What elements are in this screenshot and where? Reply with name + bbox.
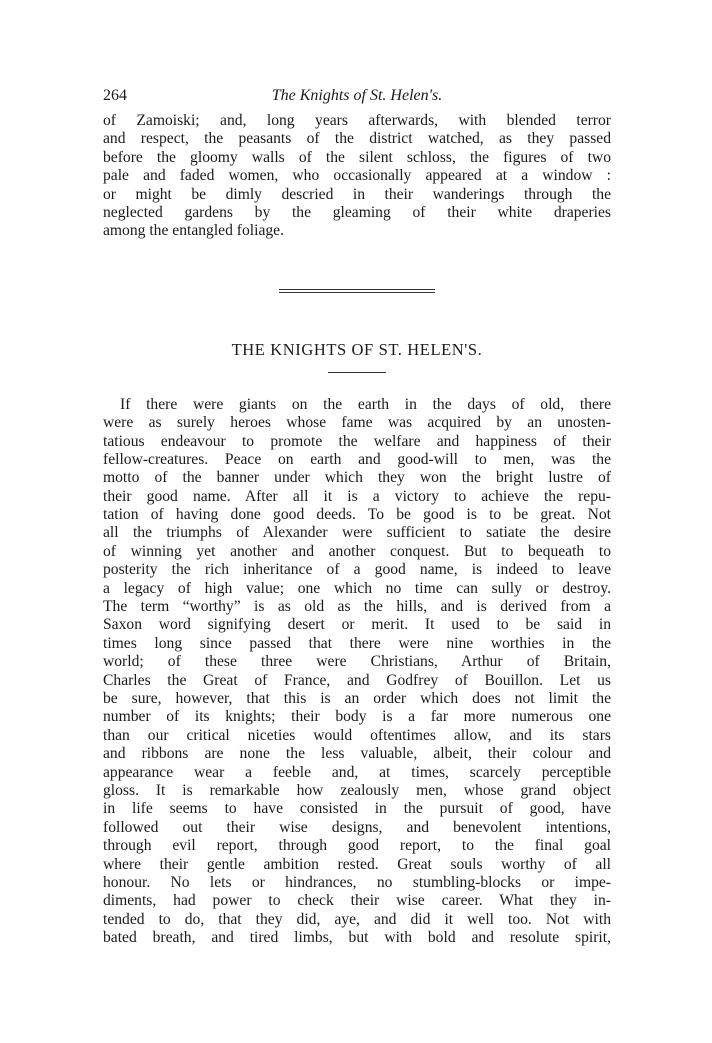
text-line: of Zamoiski; and, long years afterwards, with blended terror [103, 112, 611, 129]
text-line: gloss. It is remarkable how zealously men, whose grand object [103, 781, 611, 799]
text-line: be sure, however, that this is an order which does not limit the [103, 689, 611, 707]
text-line: motto of the banner under which they won the bright lustre of [103, 469, 611, 487]
text-line: Saxon word signifying desert or merit. It used to be said in [103, 616, 611, 634]
text-line: a legacy of high value; one which no time can sully or destroy. [103, 579, 611, 597]
text-line: world; of these three were Christians, Arthur of Britain, [103, 653, 611, 671]
text-line: or might be dimly descried in their wanderings through the [103, 185, 611, 203]
text-line: through evil report, through good report, to the final goal [103, 837, 611, 855]
text-line: and ribbons are none the less valuable, albeit, their colour and [103, 745, 611, 763]
text-line: tatious endeavour to promote the welfare and happiness of their [103, 432, 611, 450]
text-line: neglected gardens by the gleaming of their white draperies [103, 203, 611, 221]
text-line: and respect, the peasants of the district watched, as they passed [103, 130, 611, 148]
body-paragraph [103, 396, 611, 948]
text-line: before the gloomy walls of the silent schloss, the figures of two [103, 148, 611, 166]
text-line: number of its knights; their body is a far more numerous one [103, 708, 611, 726]
book-page [103, 84, 611, 947]
text-line: all the triumphs of Alexander were sufficient to satiate the desire [103, 524, 611, 542]
title-underline-rule [328, 372, 386, 373]
text-line: Charles the Great of France, and Godfrey of Bouillon. Let us [103, 671, 611, 689]
section-title: THE KNIGHTS OF ST. HELEN'S. [231, 339, 483, 359]
text-line: appearance wear a feeble and, at times, scarcely perceptible [103, 763, 611, 781]
text-line: in life seems to have consisted in the pursuit of good, have [103, 800, 611, 818]
section-divider-rule [279, 289, 435, 293]
running-title: The Knights of St. Helen's. [271, 87, 443, 104]
text-line: pale and faded women, who occasionally appeared at a window : [103, 167, 611, 185]
text-line: followed out their wise designs, and benevolent intentions, [103, 818, 611, 836]
text-line: If there were giants on the earth in the days of old, there [120, 395, 611, 413]
text-line: where their gentle ambition rested. Great souls worthy of all [103, 855, 611, 873]
text-line: tation of having done good deeds. To be good is to be great. Not [103, 506, 611, 524]
text-line: of winning yet another and another conquest. But to bequeath to [103, 542, 611, 560]
text-line: posterity the rich inheritance of a good name, is indeed to leave [103, 561, 611, 579]
text-line: tended to do, that they did, aye, and did it well too. Not with [103, 910, 611, 928]
text-line: fellow-creatures. Peace on earth and good-will to men, was the [103, 450, 611, 468]
running-head [103, 84, 611, 108]
page-number: 264 [103, 87, 127, 104]
text-line: bated breath, and tired limbs, but with bold and resolute spirit, [103, 929, 611, 947]
text-line: their good name. After all it is a victory to achieve the repu- [103, 487, 611, 505]
text-line: honour. No lets or hindrances, no stumbling-blocks or impe- [103, 873, 611, 891]
text-line: diments, had power to check their wise career. What they in- [103, 892, 611, 910]
text-line: times long since passed that there were nine worthies in the [103, 634, 611, 652]
continuation-paragraph [103, 112, 611, 241]
text-line: The term “worthy” is as old as the hills, and is derived from a [103, 598, 611, 616]
text-line: among the entangled foliage. [103, 222, 284, 240]
text-line: than our critical niceties would oftentimes allow, and its stars [103, 726, 611, 744]
text-line: were as surely heroes whose fame was acquired by an unosten- [103, 414, 611, 432]
